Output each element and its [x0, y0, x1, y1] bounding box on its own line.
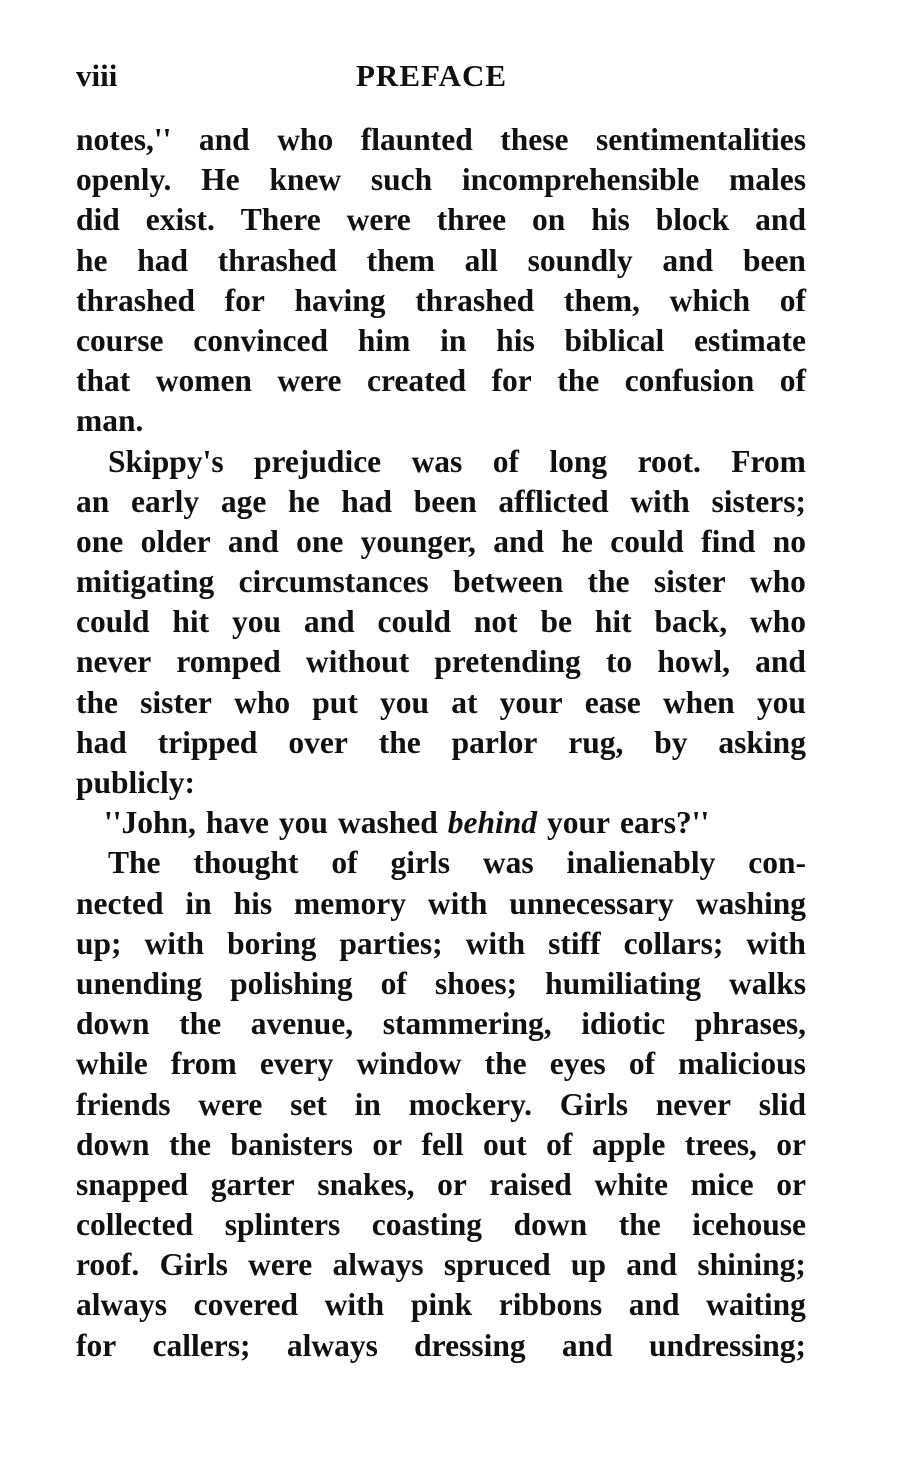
text-line: thrashed for having thrashed them, which of [76, 282, 806, 318]
text-line: up; with boring parties; with stiff collars; with [76, 925, 806, 961]
running-title: PREFACE [356, 58, 508, 93]
text-line: that women were created for the confusion of [76, 363, 806, 399]
text-line: The thought of girls was inalienably con- [108, 845, 806, 881]
text-line: an early age he had been afflicted with sisters; [76, 483, 806, 519]
text-line: the sister who put you at your ease when you [76, 684, 806, 720]
running-head [76, 54, 806, 98]
text-line: always covered with pink ribbons and waiting [76, 1287, 806, 1323]
body-text [76, 120, 806, 1366]
text-line: man. [76, 403, 144, 439]
text-line: did exist. There were three on his block and [76, 202, 806, 238]
text-line: down the banisters or fell out of apple trees, or [76, 1126, 806, 1162]
text-line: ''John, have you washed behind your ears?'' [104, 805, 710, 841]
text-line: could hit you and could not be hit back, who [76, 604, 806, 640]
text-line: had tripped over the parlor rug, by asking [76, 724, 806, 760]
text-line: mitigating circumstances between the sister who [76, 564, 806, 600]
text-line: roof. Girls were always spruced up and shining; [76, 1247, 806, 1283]
text-line: Skippy's prejudice was of long root. From [108, 443, 806, 479]
text-line: collected splinters coasting down the icehouse [76, 1207, 806, 1243]
text-line: openly. He knew such incomprehensible males [76, 162, 806, 198]
text-line: nected in his memory with unnecessary washing [76, 885, 806, 921]
text-line: one older and one younger, and he could find no [76, 523, 806, 559]
text-line: unending polishing of shoes; humiliating walks [76, 965, 806, 1001]
text-line: never romped without pretending to howl, and [76, 644, 806, 680]
page-number: viii [76, 58, 118, 93]
text-line: publicly: [76, 765, 196, 800]
text-line: for callers; always dressing and undressing; [76, 1327, 806, 1363]
text-line: down the avenue, stammering, idiotic phrases, [76, 1006, 806, 1042]
text-line: course convinced him in his biblical estimate [76, 322, 806, 358]
text-line: notes,'' and who flaunted these sentimentalities [76, 122, 806, 157]
text-line: snapped garter snakes, or raised white mice or [76, 1166, 806, 1202]
text-line: while from every window the eyes of malicious [76, 1046, 806, 1082]
book-page [76, 54, 806, 1366]
text-line: friends were set in mockery. Girls never slid [76, 1086, 806, 1122]
text-line: he had thrashed them all soundly and been [76, 242, 806, 278]
